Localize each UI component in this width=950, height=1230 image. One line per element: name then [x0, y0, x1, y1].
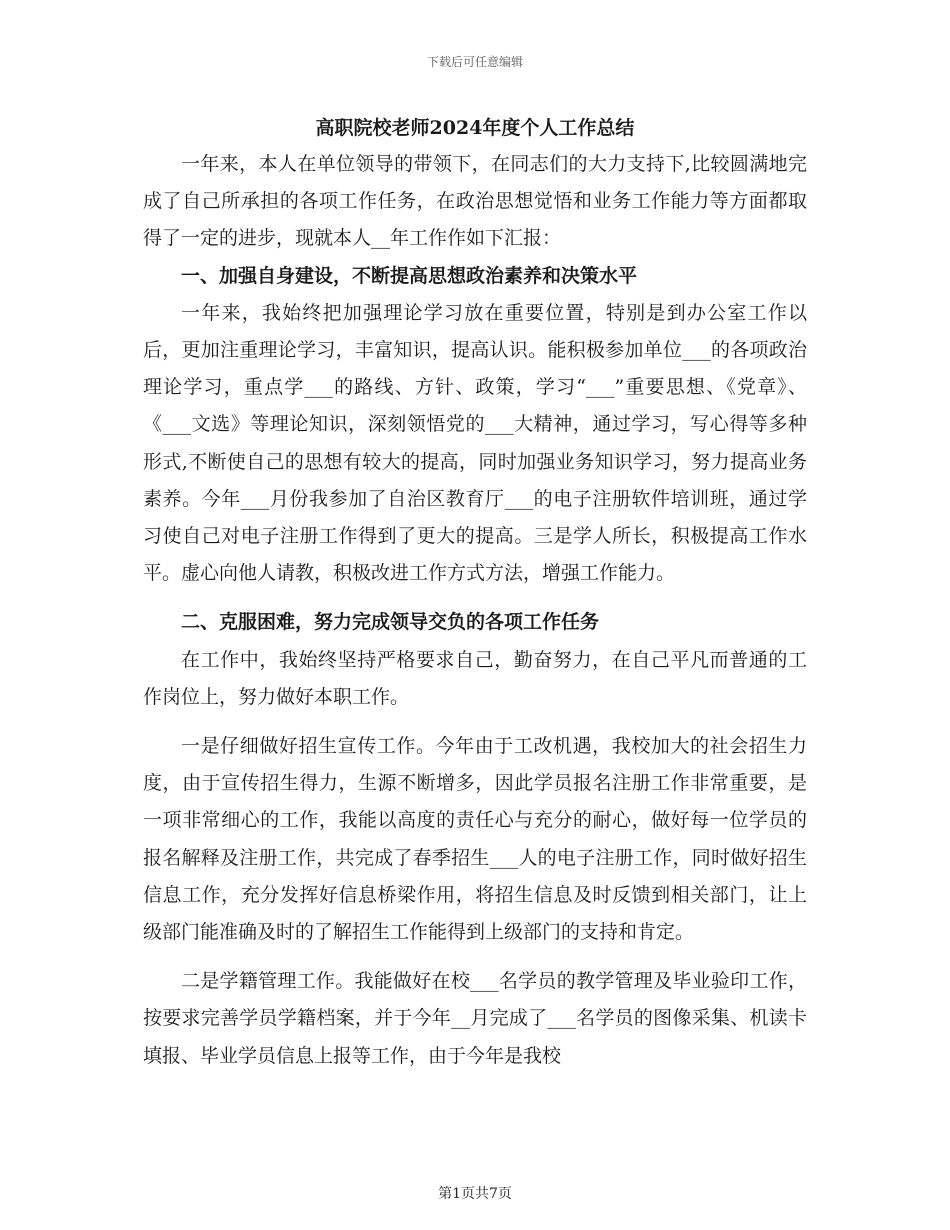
body-paragraph: 一年来，我始终把加强理论学习放在重要位置，特别是到办公室工作以后，更加注重理论学习，丰富知识，提高认识。能积极参加单位___的各项政治理论学习，重点学___的路线、方针、政策，学习“___”重要思想、《党章》、《___文选》等理论知识，深刻领悟党的___大精神，通过学习，写心得等多种形式,不断使自己的思想有较大的提高，同时加强业务知识学习，努力提高业务素养。今年___月份我参加了自治区教育厅___的电子注册软件培训班，通过学习使自己对电子注册工作得到了更大的提高。三是学人所长，积极提高工作水平。虚心向他人请教，积极改进工作方式方法，增强工作能力。	[143, 301, 807, 585]
intro-paragraph: 一年来，本人在单位领导的带领下，在同志们的大力支持下,比较圆满地完成了自己所承担的各项工作任务，在政治思想觉悟和业务工作能力等方面都取得了一定的进步，现就本人__年工作作如下汇报：	[143, 153, 807, 250]
section-heading-2: 二、克服困难，努力完成领导交负的各项工作任务	[181, 611, 600, 634]
section-heading-1: 一、加强自身建设，不断提高思想政治素养和决策水平	[181, 264, 638, 287]
document-body	[143, 146, 807, 1075]
document-title: 高职院校老师2024年度个人工作总结	[315, 117, 635, 139]
page-header-note: 下载后可任意编辑	[426, 55, 523, 69]
body-paragraph: 二是学籍管理工作。我能做好在校___名学员的教学管理及毕业验印工作，按要求完善学员学籍档案，并于今年__月完成了___名学员的图像采集、机读卡填报、毕业学员信息上报等工作，由于今年是我校	[143, 970, 807, 1067]
body-paragraph: 一是仔细做好招生宣传工作。今年由于工改机遇，我校加大的社会招生力度，由于宣传招生得力，生源不断增多，因此学员报名注册工作非常重要，是一项非常细心的工作，我能以高度的责任心与充分的耐心，做好每一位学员的报名解释及注册工作，共完成了春季招生___人的电子注册工作，同时做好招生信息工作，充分发挥好信息桥梁作用，将招生信息及时反馈到相关部门，让上级部门能准确及时的了解招生工作能得到上级部门的支持和肯定。	[143, 735, 807, 944]
body-paragraph: 在工作中，我始终坚持严格要求自己，勤奋努力，在自己平凡而普通的工作岗位上，努力做好本职工作。	[143, 648, 807, 708]
page-number: 第1页共7页	[438, 1186, 512, 1202]
